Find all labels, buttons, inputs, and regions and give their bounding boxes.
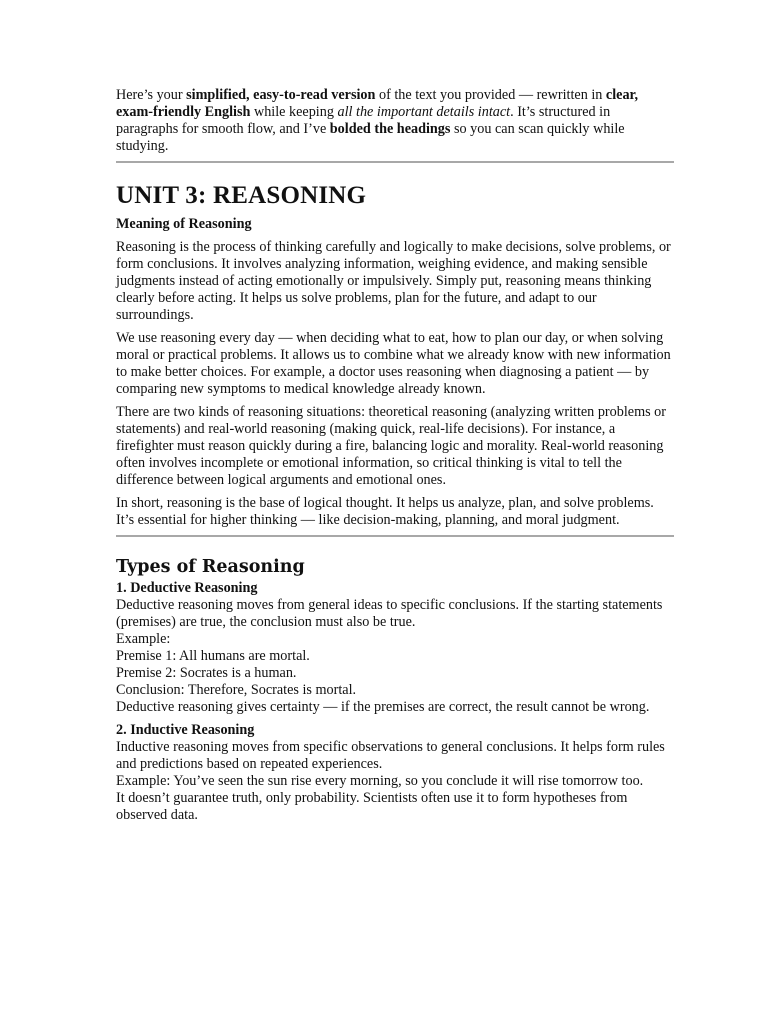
deductive-block xyxy=(116,597,674,716)
deductive-heading: 1. Deductive Reasoning xyxy=(116,580,258,596)
intro-bold-1: simplified, easy-to-read version xyxy=(186,87,376,103)
intro-italic-1: all the important details intact xyxy=(337,104,511,120)
deductive-line: Deductive reasoning moves from general ideas to specific conclusions. If the starting statements (premises) are true, the conclusion must also be true. xyxy=(116,597,663,630)
meaning-paragraph-1: Reasoning is the process of thinking carefully and logically to make decisions, solve problems, or form conclusions. It involves analyzing information, weighing evidence, and making sensible judgments instead of acting emotionally or impulsively. Simply put, reasoning means thinking clearly before acting. It helps us solve problems, plan for the future, and adapt to our surroundings. xyxy=(116,239,671,323)
inductive-line: It doesn’t guarantee truth, only probability. Scientists often use it to form hypotheses from observed data. xyxy=(116,790,628,823)
divider-2 xyxy=(116,535,674,537)
inductive-line: Inductive reasoning moves from specific observations to general conclusions. It helps form rules and predictions based on repeated experiences. xyxy=(116,739,665,772)
intro-text-4: . It’s structured in paragraphs for smooth flow, and I’ve xyxy=(116,104,611,137)
intro-text-5: so you can scan quickly while studying. xyxy=(116,121,625,154)
intro-paragraph xyxy=(116,87,674,155)
inductive-heading: 2. Inductive Reasoning xyxy=(116,722,255,738)
meaning-paragraph-2: We use reasoning every day — when deciding what to eat, how to plan our day, or when solving moral or practical problems. It allows us to combine what we already know with new information to make better choices. For example, a doctor uses reasoning when diagnosing a patient — by comparing new symptoms to medical knowledge already known. xyxy=(116,330,671,397)
inductive-line: Example: You’ve seen the sun rise every morning, so you conclude it will rise tomorrow too. xyxy=(116,773,644,789)
document-page xyxy=(116,87,674,824)
intro-text-2: of the text you provided — rewritten in xyxy=(375,87,606,103)
divider-1 xyxy=(116,161,674,163)
intro-bold-3: bolded the headings xyxy=(329,121,451,137)
inductive-block xyxy=(116,739,674,824)
meaning-heading: Meaning of Reasoning xyxy=(116,216,252,232)
unit-title: UNIT 3: REASONING xyxy=(116,182,367,209)
intro-text-1: Here’s your xyxy=(116,87,187,103)
deductive-line: Premise 1: All humans are mortal. xyxy=(116,648,310,664)
deductive-line: Deductive reasoning gives certainty — if the premises are correct, the result cannot be wrong. xyxy=(116,699,650,715)
types-title: Types of Reasoning xyxy=(116,557,305,577)
deductive-line: Premise 2: Socrates is a human. xyxy=(116,665,297,681)
deductive-line: Example: xyxy=(116,631,171,647)
meaning-paragraph-4: In short, reasoning is the base of logical thought. It helps us analyze, plan, and solve problems. It’s essential for higher thinking — like decision-making, planning, and moral judgment. xyxy=(116,495,654,528)
meaning-paragraph-3: There are two kinds of reasoning situations: theoretical reasoning (analyzing written problems or statements) and real-world reasoning (making quick, real-life decisions). For instance, a firefighter must reason quickly during a fire, balancing logic and morality. Real-world reasoning often involves incomplete or emotional information, so critical thinking is vital to tell the difference between logical arguments and emotional ones. xyxy=(116,404,666,488)
intro-text-3: while keeping xyxy=(250,104,338,120)
deductive-line: Conclusion: Therefore, Socrates is mortal. xyxy=(116,682,357,698)
intro-bold-2: clear, exam-friendly English xyxy=(116,87,639,120)
